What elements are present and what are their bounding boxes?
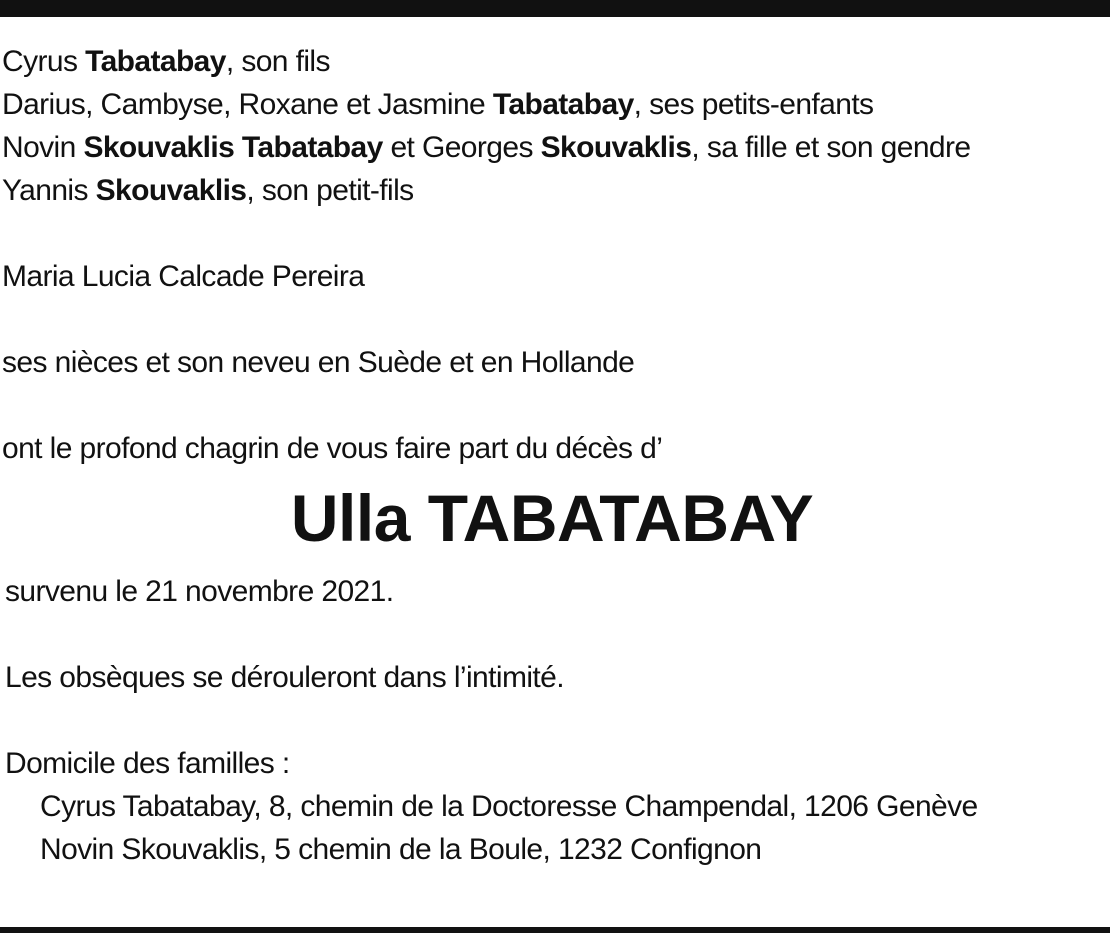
spacer	[2, 212, 1102, 255]
funeral-line: Les obsèques se dérouleront dans l’intimité.	[5, 661, 564, 694]
spacer	[2, 699, 1102, 742]
text-segment: Darius, Cambyse, Roxane et Jasmine	[2, 88, 493, 121]
top-border-rule	[0, 0, 1110, 17]
surname-bold: Tabatabay	[492, 88, 634, 121]
family-line-grandchildren	[2, 83, 1102, 126]
text-segment: Cyrus	[2, 45, 86, 78]
text-segment: et Georges	[382, 131, 541, 164]
family-line-daughter	[2, 126, 1102, 169]
date-of-death-line: survenu le 21 novembre 2021.	[5, 575, 394, 608]
text-segment: , son petit-fils	[246, 174, 414, 207]
relatives-line: ses nièces et son neveu en Suède et en Hollande	[2, 346, 635, 379]
text-segment: Yannis	[2, 174, 96, 207]
domicile-heading: Domicile des familles :	[5, 747, 290, 780]
deceased-name: Ulla TABATABAY	[290, 481, 814, 555]
announcement-line: ont le profond chagrin de vous faire part du décès d’	[2, 432, 663, 465]
surname-bold: Skouvaklis	[540, 131, 692, 164]
text-segment: , son fils	[225, 45, 330, 78]
family-members	[2, 40, 1102, 212]
spacer	[2, 384, 1102, 427]
family-line-son	[2, 40, 1102, 83]
text-segment: Novin	[2, 131, 84, 164]
domicile-address-2: Novin Skouvaklis, 5 chemin de la Boule, 1232 Confignon	[40, 833, 762, 866]
surname-bold: Skouvaklis Tabatabay	[83, 131, 383, 164]
spacer	[2, 613, 1102, 656]
domicile-address-1: Cyrus Tabatabay, 8, chemin de la Doctoresse Champendal, 1206 Genève	[40, 790, 978, 823]
surname-bold: Skouvaklis	[95, 174, 247, 207]
bottom-border-rule	[0, 927, 1110, 933]
surname-bold: Tabatabay	[85, 45, 226, 78]
text-segment: , ses petits-enfants	[633, 88, 874, 121]
other-mourner: Maria Lucia Calcade Pereira	[2, 260, 365, 293]
text-segment: , sa fille et son gendre	[691, 131, 971, 164]
family-line-grandson	[2, 169, 1102, 212]
death-notice	[2, 40, 1102, 871]
spacer	[2, 298, 1102, 341]
